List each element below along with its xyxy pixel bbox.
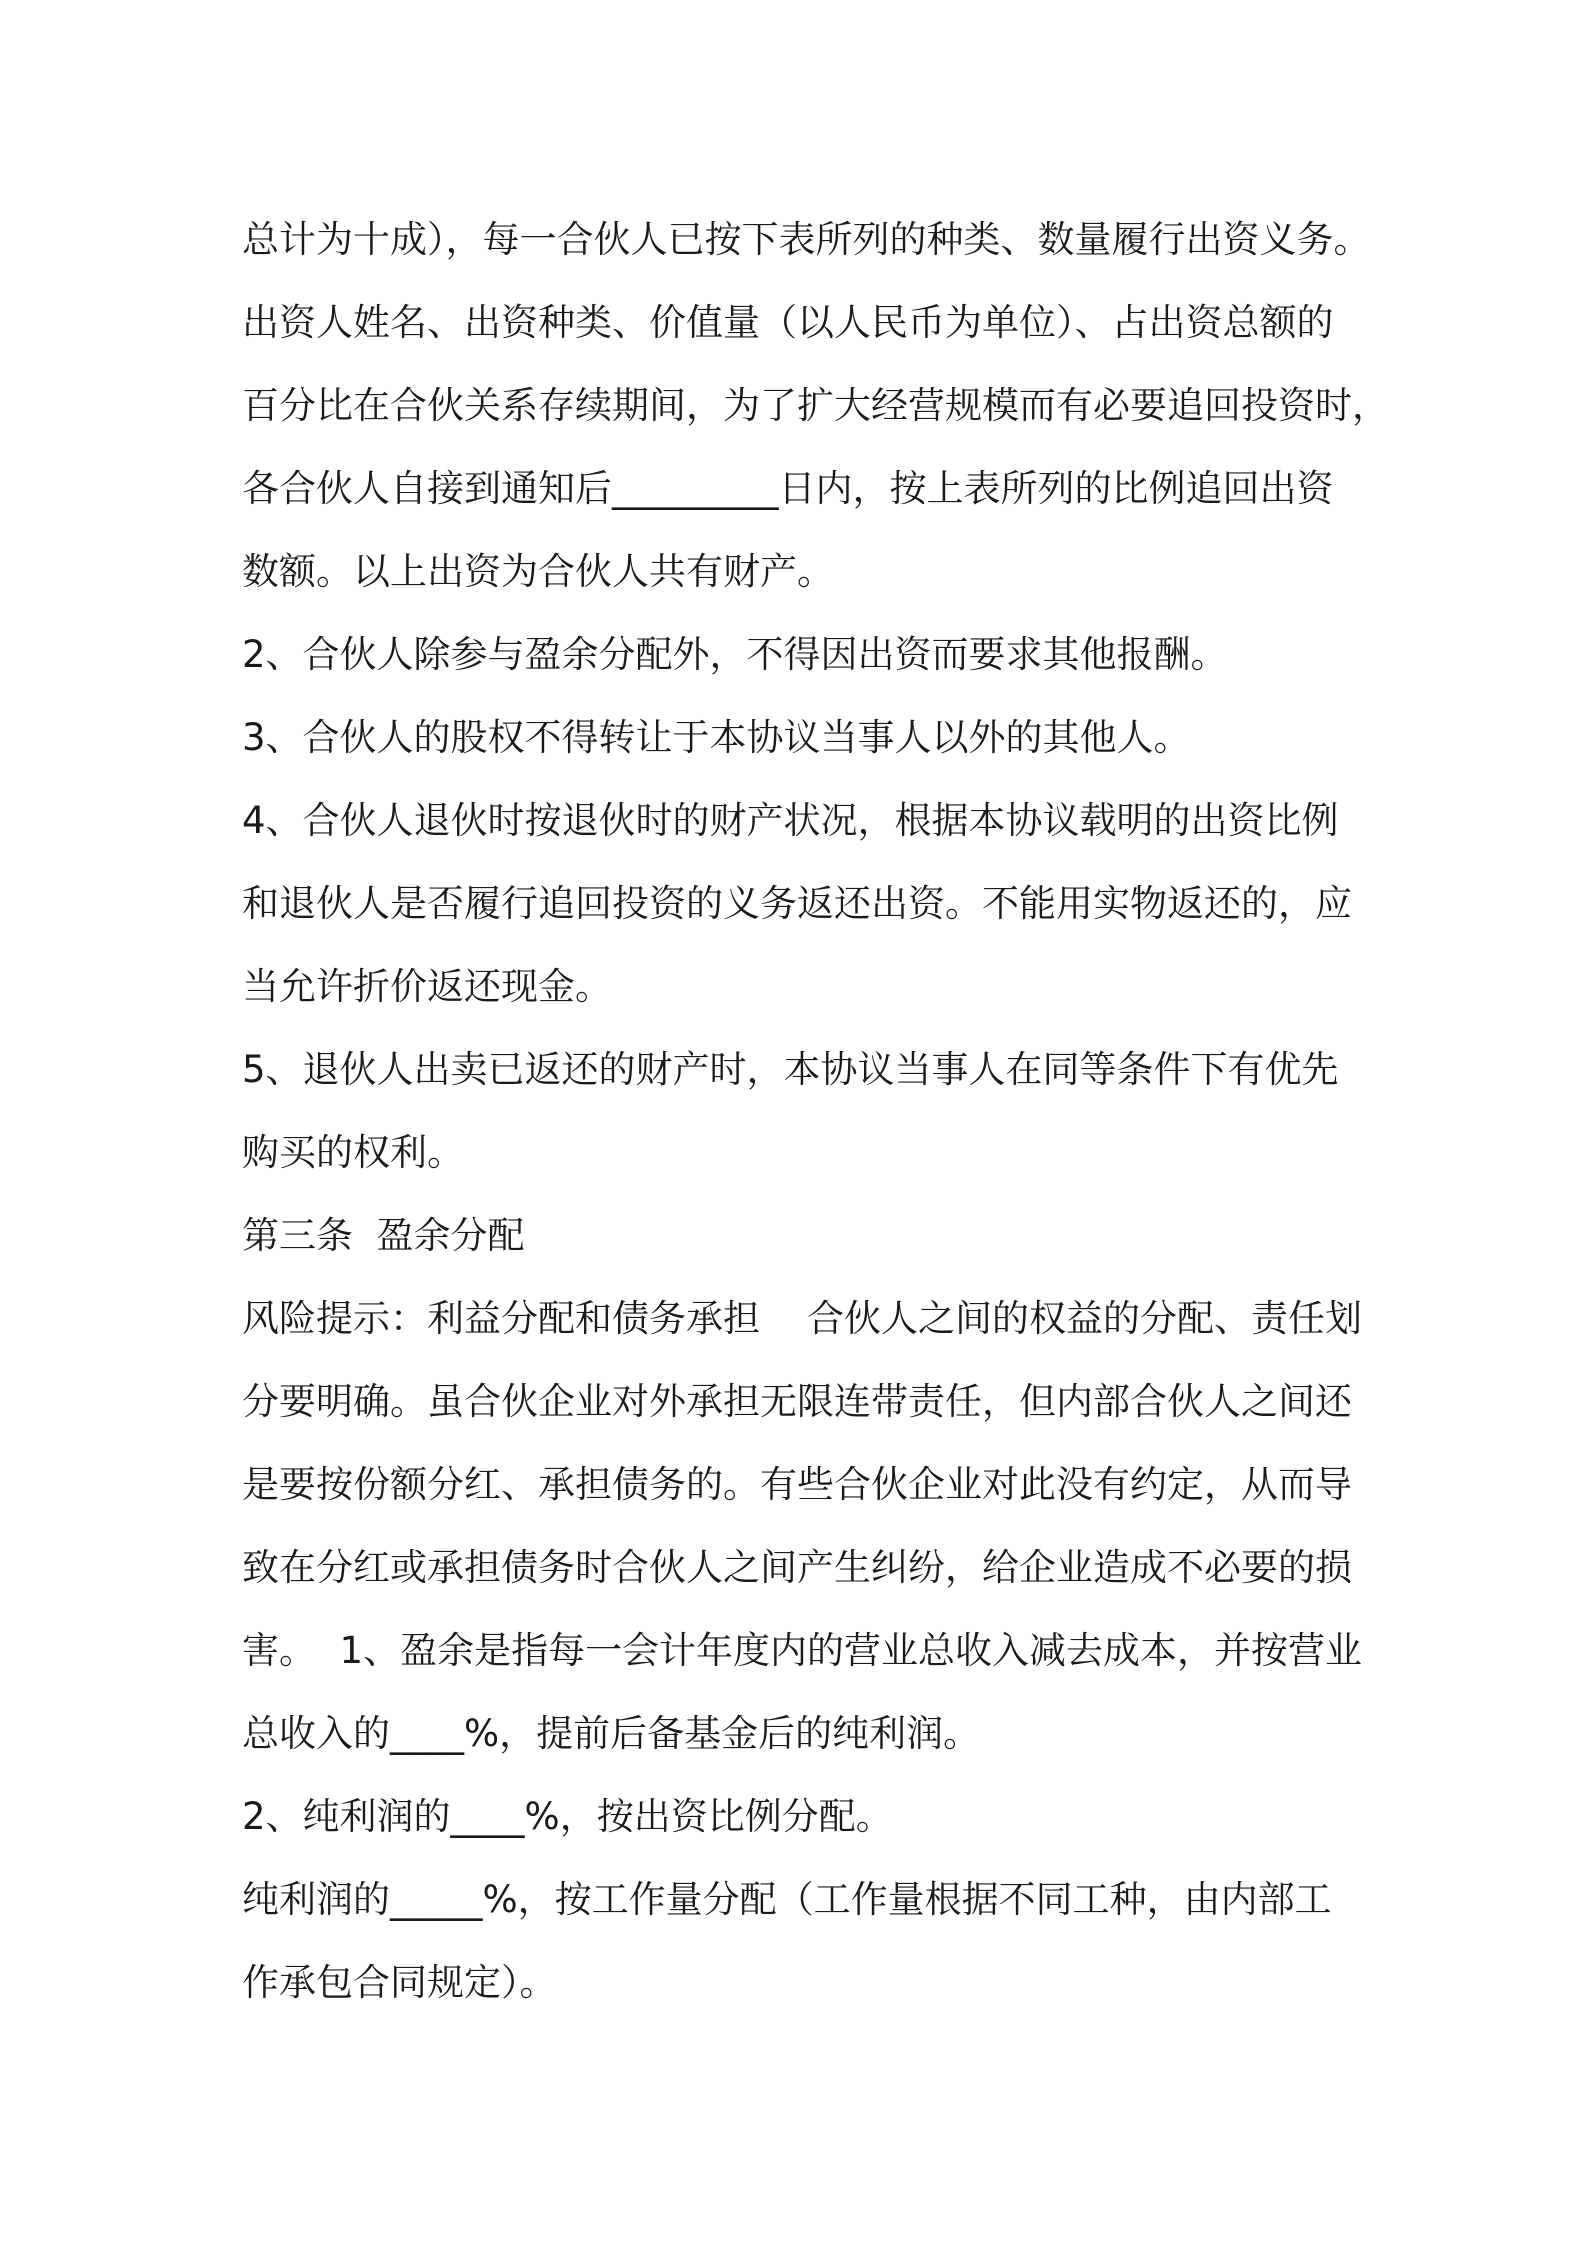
text-line: 分要明确。虽合伙企业对外承担无限连带责任，但内部合伙人之间还 [242,1380,1352,1423]
text-line: 总计为十成），每一合伙人已按下表所列的种类、数量履行出资义务。 [242,218,1371,261]
text-line: 出资人姓名、出资种类、价值量（以人民币为单位）、占出资总额的 [242,301,1334,344]
text-line: 致在分红或承担债务时合伙人之间产生纠纷，给企业造成不必要的损 [242,1546,1352,1589]
text-line: 4、合伙人退伙时按退伙时的财产状况，根据本协议载明的出资比例 [242,799,1339,842]
text-line: 2、纯利润的____%，按出资比例分配。 [242,1795,893,1838]
text-line: 数额。以上出资为合伙人共有财产。 [242,550,834,593]
text-line: 作承包合同规定）。 [242,1961,557,2004]
text-line: 购买的权利。 [242,1131,464,1174]
text-line: 是要按份额分红、承担债务的。有些合伙企业对此没有约定，从而导 [242,1463,1352,1506]
text-line: 害。 1、盈余是指每一会计年度内的营业总收入减去成本，并按营业 [242,1629,1363,1672]
text-line: 和退伙人是否履行追回投资的义务返还出资。不能用实物返还的，应 [242,882,1352,925]
section-heading: 第三条 盈余分配 [242,1214,525,1257]
text-line: 纯利润的_____%，按工作量分配（工作量根据不同工种，由内部工 [242,1878,1332,1921]
text-line: 各合伙人自接到通知后_________日内，按上表所列的比例追回出资 [242,467,1334,510]
text-line: 当允许折价返还现金。 [242,965,612,1008]
text-line: 3、合伙人的股权不得转让于本协议当事人以外的其他人。 [242,716,1191,759]
text-line: 总收入的____%，提前后备基金后的纯利润。 [242,1712,981,1755]
text-line: 5、退伙人出卖已返还的财产时，本协议当事人在同等条件下有优先 [242,1048,1339,1091]
text-line: 风险提示：利益分配和债务承担 合伙人之间的权益的分配、责任划 [242,1297,1363,1340]
text-line: 2、合伙人除参与盈余分配外，不得因出资而要求其他报酬。 [242,633,1228,676]
text-line: 百分比在合伙关系存续期间，为了扩大经营规模而有必要追回投资时， [242,384,1389,427]
document-body [242,198,1389,2024]
